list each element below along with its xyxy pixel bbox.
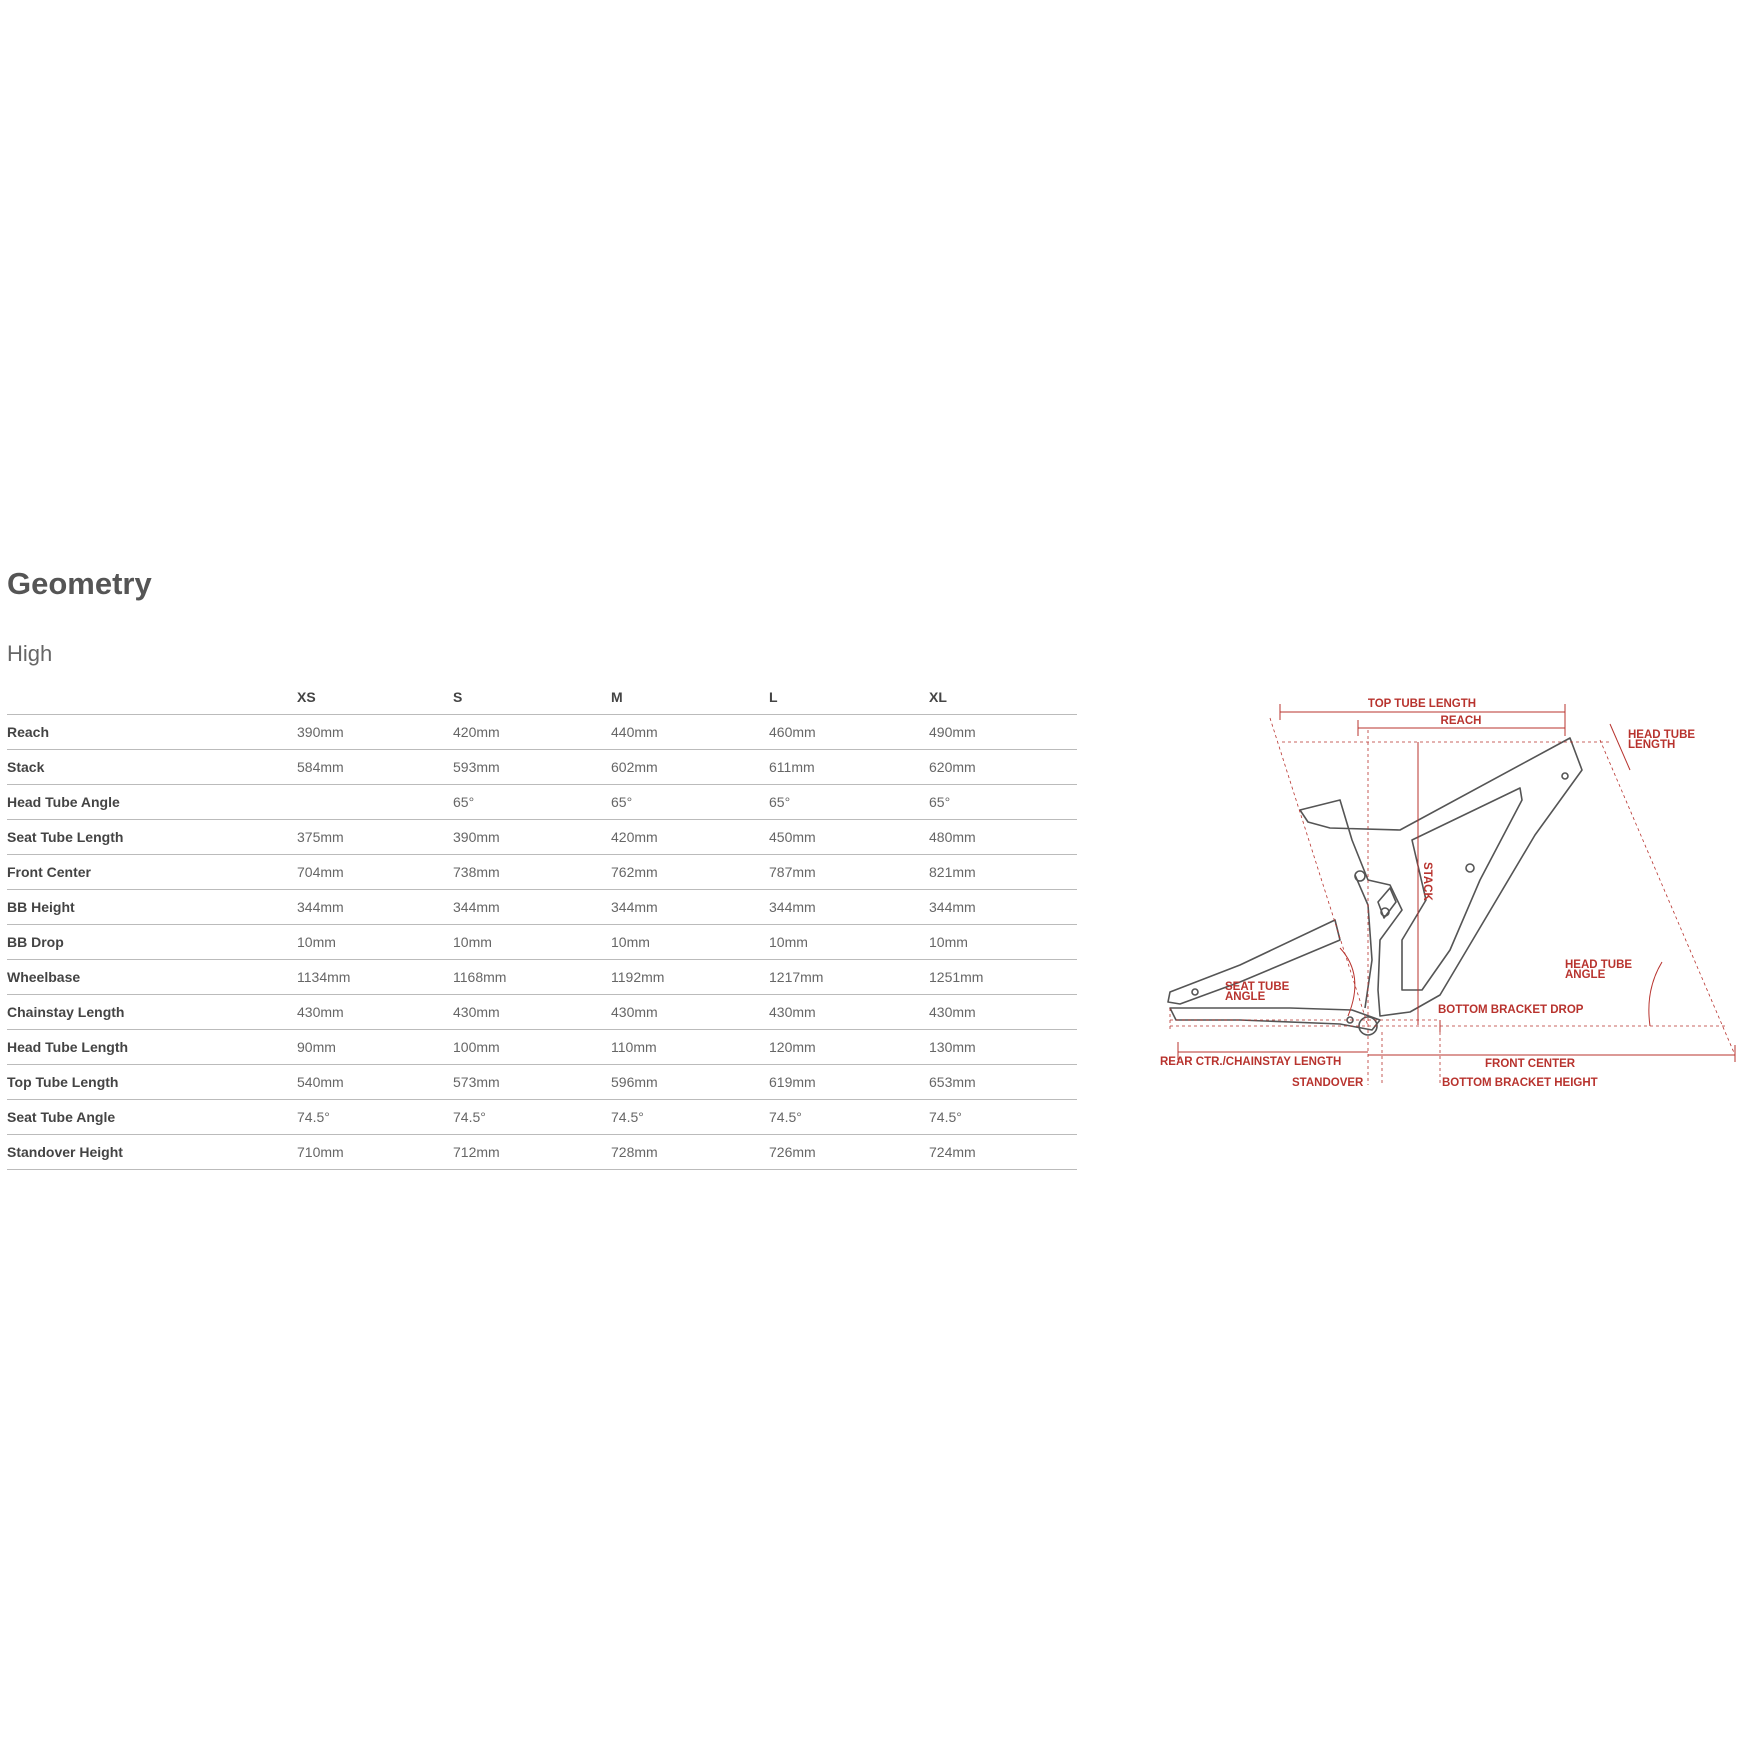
table-row bbox=[7, 925, 1077, 960]
label-bottom-bracket-drop: BOTTOM BRACKET DROP bbox=[1438, 1004, 1584, 1016]
table-cell: 726mm bbox=[769, 1135, 929, 1170]
table-cell bbox=[297, 785, 453, 820]
table-cell: 787mm bbox=[769, 855, 929, 890]
table-cell: 712mm bbox=[453, 1135, 611, 1170]
label-standover: STANDOVER bbox=[1292, 1077, 1364, 1089]
label-head-tube-length-2: LENGTH bbox=[1628, 739, 1676, 751]
table-cell: 1251mm bbox=[929, 960, 1077, 995]
frame-diagram-svg bbox=[1140, 690, 1738, 1110]
label-seat-tube-angle-2: ANGLE bbox=[1225, 991, 1266, 1003]
table-row bbox=[7, 995, 1077, 1030]
row-label: Head Tube Length bbox=[7, 1030, 297, 1065]
row-label: BB Height bbox=[7, 890, 297, 925]
row-label: Chainstay Length bbox=[7, 995, 297, 1030]
table-cell: 573mm bbox=[453, 1065, 611, 1100]
label-head-tube-angle-2: ANGLE bbox=[1565, 969, 1606, 981]
table-cell: 430mm bbox=[929, 995, 1077, 1030]
table-cell: 375mm bbox=[297, 820, 453, 855]
table-cell: 1168mm bbox=[453, 960, 611, 995]
table-cell: 724mm bbox=[929, 1135, 1077, 1170]
table-header-size: XS bbox=[297, 680, 453, 715]
reference-lines bbox=[1170, 718, 1735, 1085]
table-row bbox=[7, 750, 1077, 785]
table-cell: 74.5° bbox=[769, 1100, 929, 1135]
table-cell: 738mm bbox=[453, 855, 611, 890]
table-cell: 74.5° bbox=[611, 1100, 769, 1135]
table-cell: 450mm bbox=[769, 820, 929, 855]
table-header-size: M bbox=[611, 680, 769, 715]
table-cell: 420mm bbox=[453, 715, 611, 750]
label-head-tube-length-1: HEAD TUBE bbox=[1628, 729, 1696, 741]
table-cell: 120mm bbox=[769, 1030, 929, 1065]
label-stack: STACK bbox=[1421, 862, 1433, 901]
table-cell: 602mm bbox=[611, 750, 769, 785]
table-cell: 10mm bbox=[611, 925, 769, 960]
label-bottom-bracket-height: BOTTOM BRACKET HEIGHT bbox=[1442, 1077, 1598, 1089]
label-reach: REACH bbox=[1440, 715, 1482, 727]
table-cell: 460mm bbox=[769, 715, 929, 750]
table-cell: 10mm bbox=[769, 925, 929, 960]
table-body bbox=[7, 715, 1077, 1170]
table-cell: 344mm bbox=[929, 890, 1077, 925]
table-row bbox=[7, 820, 1077, 855]
table-cell: 596mm bbox=[611, 1065, 769, 1100]
table-cell: 728mm bbox=[611, 1135, 769, 1170]
table-row bbox=[7, 715, 1077, 750]
table-cell: 390mm bbox=[297, 715, 453, 750]
table-cell: 10mm bbox=[453, 925, 611, 960]
table-cell: 619mm bbox=[769, 1065, 929, 1100]
label-seat-tube-angle-1: SEAT TUBE bbox=[1225, 981, 1290, 993]
table-cell: 430mm bbox=[453, 995, 611, 1030]
table-cell: 420mm bbox=[611, 820, 769, 855]
row-label: Standover Height bbox=[7, 1135, 297, 1170]
table-cell: 593mm bbox=[453, 750, 611, 785]
table-row bbox=[7, 855, 1077, 890]
table-row bbox=[7, 1100, 1077, 1135]
table-row bbox=[7, 1135, 1077, 1170]
table-header-size: L bbox=[769, 680, 929, 715]
row-label: Seat Tube Length bbox=[7, 820, 297, 855]
table-row bbox=[7, 960, 1077, 995]
table-header-size: XL bbox=[929, 680, 1077, 715]
row-label: Front Center bbox=[7, 855, 297, 890]
table-cell: 74.5° bbox=[453, 1100, 611, 1135]
table-cell: 762mm bbox=[611, 855, 769, 890]
row-label: BB Drop bbox=[7, 925, 297, 960]
table-cell: 1217mm bbox=[769, 960, 929, 995]
table-cell: 1134mm bbox=[297, 960, 453, 995]
table-cell: 653mm bbox=[929, 1065, 1077, 1100]
table-cell: 490mm bbox=[929, 715, 1077, 750]
table-header-size: S bbox=[453, 680, 611, 715]
table-cell: 540mm bbox=[297, 1065, 453, 1100]
table-cell: 611mm bbox=[769, 750, 929, 785]
label-rear-center: REAR CTR./CHAINSTAY LENGTH bbox=[1160, 1056, 1342, 1068]
row-label: Wheelbase bbox=[7, 960, 297, 995]
table-cell: 10mm bbox=[297, 925, 453, 960]
table-row bbox=[7, 785, 1077, 820]
table-cell: 704mm bbox=[297, 855, 453, 890]
table-cell: 710mm bbox=[297, 1135, 453, 1170]
table-cell: 100mm bbox=[453, 1030, 611, 1065]
table-cell: 344mm bbox=[297, 890, 453, 925]
row-label: Reach bbox=[7, 715, 297, 750]
page-title: Geometry bbox=[7, 566, 152, 601]
table-cell: 430mm bbox=[297, 995, 453, 1030]
table-cell: 65° bbox=[769, 785, 929, 820]
table-cell: 74.5° bbox=[929, 1100, 1077, 1135]
table-cell: 821mm bbox=[929, 855, 1077, 890]
label-head-tube-angle-1: HEAD TUBE bbox=[1565, 959, 1633, 971]
table-cell: 130mm bbox=[929, 1030, 1077, 1065]
table-cell: 65° bbox=[611, 785, 769, 820]
table-cell: 440mm bbox=[611, 715, 769, 750]
table-cell: 430mm bbox=[769, 995, 929, 1030]
table-cell: 430mm bbox=[611, 995, 769, 1030]
table-cell: 65° bbox=[453, 785, 611, 820]
table-cell: 344mm bbox=[453, 890, 611, 925]
label-top-tube-length: TOP TUBE LENGTH bbox=[1367, 698, 1477, 710]
table-cell: 110mm bbox=[611, 1030, 769, 1065]
table-cell: 65° bbox=[929, 785, 1077, 820]
table-cell: 390mm bbox=[453, 820, 611, 855]
table-row bbox=[7, 890, 1077, 925]
table-cell: 1192mm bbox=[611, 960, 769, 995]
table-cell: 480mm bbox=[929, 820, 1077, 855]
table-header-blank bbox=[7, 680, 297, 715]
table-cell: 74.5° bbox=[297, 1100, 453, 1135]
geometry-table bbox=[7, 680, 1077, 1170]
table-cell: 344mm bbox=[611, 890, 769, 925]
row-label: Top Tube Length bbox=[7, 1065, 297, 1100]
row-label: Stack bbox=[7, 750, 297, 785]
row-label: Seat Tube Angle bbox=[7, 1100, 297, 1135]
label-front-center: FRONT CENTER bbox=[1485, 1058, 1576, 1070]
frame-geometry-diagram bbox=[1140, 690, 1738, 1110]
table-cell: 10mm bbox=[929, 925, 1077, 960]
table-cell: 344mm bbox=[769, 890, 929, 925]
geometry-variant-label: High bbox=[7, 641, 53, 666]
table-row bbox=[7, 1030, 1077, 1065]
row-label: Head Tube Angle bbox=[7, 785, 297, 820]
table-cell: 620mm bbox=[929, 750, 1077, 785]
table-cell: 90mm bbox=[297, 1030, 453, 1065]
table-row bbox=[7, 1065, 1077, 1100]
table-cell: 584mm bbox=[297, 750, 453, 785]
table-header-row bbox=[7, 680, 1077, 715]
